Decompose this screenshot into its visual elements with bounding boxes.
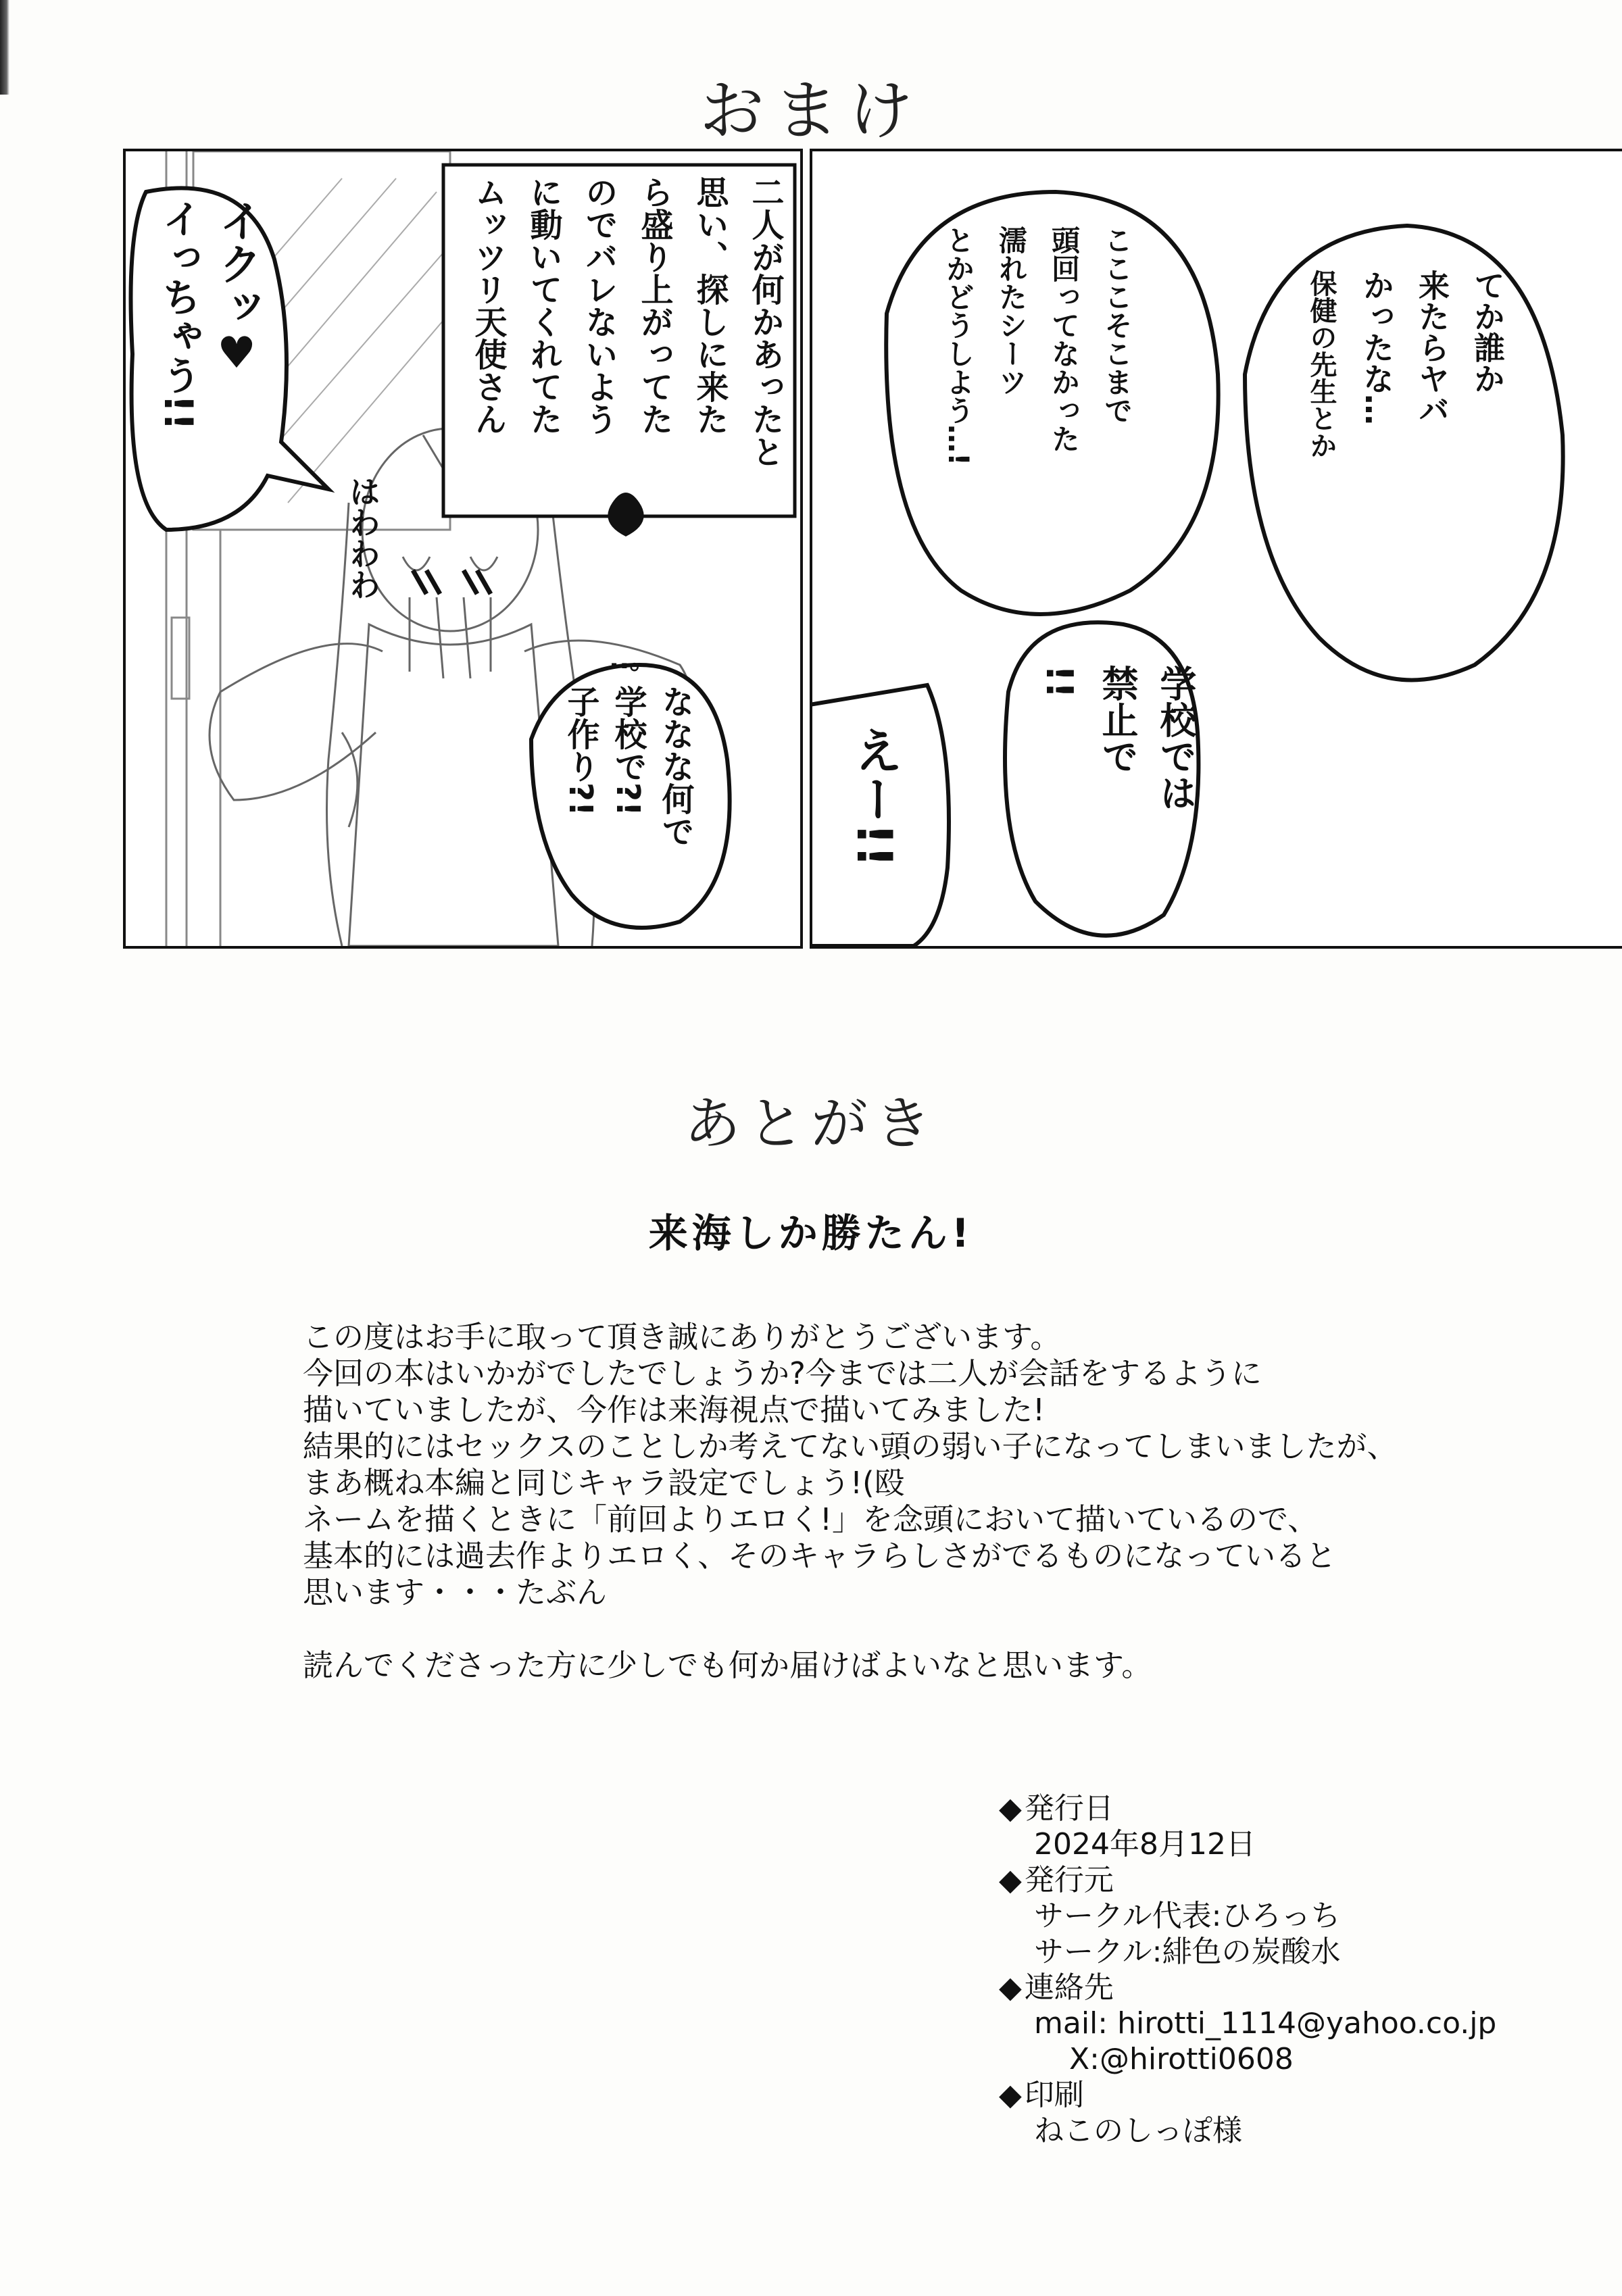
narration-text [449,176,789,511]
question-bubble-text [558,685,697,935]
narration-line: に動いてくれてた [524,176,562,435]
bubble-top-center-text [934,226,1141,577]
afterword-line: まあ概ね本編と同じキャラ設定でしょう!(殴 [303,1465,905,1501]
question-line: ななな何で [656,685,694,847]
question-line: 子作り?! [562,685,599,816]
issue-date-label: ◆ 発行日 [999,1791,1607,1826]
bubble-top-right-text [1296,270,1513,648]
afterword-closing: 読んでくださった方に少しでも何か届けばよいなと思います。 [303,1647,1152,1683]
shout-text [153,199,265,516]
comic-panels [123,149,1622,946]
omake-title: おまけ [699,73,923,149]
paragraph-gap [303,1611,1519,1647]
printer-name: ねこのしっぽ様 [1034,2114,1242,2148]
bubble-line: !! [1038,665,1081,699]
circle-representative: サークル代表:ひろっち [1034,1899,1341,1933]
circle-name: サークル:緋色の炭酸水 [1034,1935,1341,1969]
afterword-title: あとがき [683,1091,938,1157]
publisher-label: ◆ 発行元 [999,1862,1607,1898]
comic-panel-right [810,149,1622,949]
comic-panel-left [123,149,803,949]
colophon [999,1791,1607,2149]
sfx-hawawa: はわわわ [345,476,381,600]
bubble-line: 頭回ってなかった [1048,226,1081,453]
afterword-line: 思います・・・たぶん [303,1574,608,1610]
bubble-line: 禁止で [1096,665,1139,774]
bubble-line: 来たらヤバ [1414,270,1450,425]
contact-mail: mail: hirotti_1114@yahoo.co.jp [1034,2006,1497,2041]
bubble-line: てか誰か [1469,270,1506,394]
bubble-bottom-center-text [1032,665,1202,935]
narration-line: のでバレないよう [580,176,618,435]
afterword-line: 結果的にはセックスのことしか考えてない頭の弱い子になってしまいましたが、 [303,1428,1398,1464]
afterword-line: ネームを描くときに「前回よりエロく!」を念頭において描いているので、 [303,1501,1319,1537]
question-line: 学校で?! [609,685,647,816]
afterword-body [303,1319,1519,1684]
narration-line: ら盛り上がってた [635,176,673,435]
afterword-line: 描いていましたが、今作は来海視点で描いてみました! [303,1392,1046,1428]
narration-line: 二人が何かあったと [746,176,784,468]
contact-x-account: X:@hirotti0608 [1069,2042,1294,2076]
bubble-line: 保健の先生とか [1306,270,1337,459]
shout-line: イっちゃう!! [155,199,201,430]
afterword-line: 今回の本はいかがでしたでしょうか?今までは二人が会話をするように [303,1355,1262,1391]
bubble-line: 学校では [1154,665,1197,811]
printing-label: ◆ 印刷 [999,2077,1607,2113]
shout-line: イクッ♥ [212,199,262,378]
issue-date: 2024年8月12日 [1034,1827,1256,1862]
afterword-subtitle: 来海しか勝たん! [648,1210,974,1256]
gasp-text: ..。 [609,644,657,675]
blush-lines [413,570,491,594]
afterword-line: この度はお手に取って頂き誠にありがとうございます。 [303,1319,1061,1355]
afterword-line: 基本的には過去作よりエロく、そのキャラらしさがでるものになっていると [303,1538,1337,1574]
narration-line: ムッツリ天使さん [469,176,507,435]
bubble-line: 濡れたシーツ [995,226,1028,396]
contact-label: ◆ 連絡先 [999,1970,1607,2005]
bubble-bottom-left-text: えー!! [846,726,903,868]
bubble-line: かったな… [1358,270,1395,425]
bubble-line: こここそこまで [1100,226,1133,424]
bubble-line: とかどうしよう…! [942,226,975,466]
narration-line: 思い、探しに来た [691,176,729,435]
